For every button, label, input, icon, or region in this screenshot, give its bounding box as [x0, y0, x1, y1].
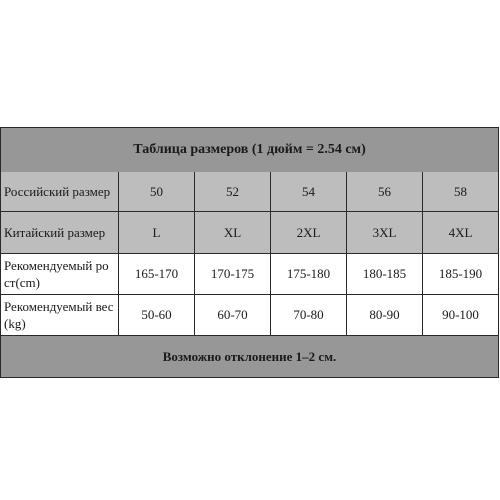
table-cell: 60-70 [195, 295, 271, 336]
table-cell: 54 [271, 172, 347, 212]
table-cell: 170-175 [195, 254, 271, 295]
table-footer-note: Возможно отклонение 1–2 см. [1, 336, 498, 377]
table-cell: XL [195, 212, 271, 254]
row-label-recommended-weight [1, 295, 119, 336]
table-cell: 175-180 [271, 254, 347, 295]
row-label-russian-size: Российский размер [1, 172, 119, 212]
table-cell: 165-170 [119, 254, 195, 295]
size-chart-table [0, 127, 499, 378]
table-title: Таблица размеров (1 дюйм = 2.54 см) [1, 128, 498, 173]
table-cell: 50-60 [119, 295, 195, 336]
table-cell: 70-80 [271, 295, 347, 336]
table-cell: 50 [119, 172, 195, 212]
row-label-recommended-height [1, 254, 119, 295]
size-grid [1, 172, 498, 336]
row-label-line: ст(cm) [4, 275, 40, 290]
row-label-chinese-size: Китайский размер [1, 212, 119, 254]
row-label-line: Рекомендуемый вес [4, 299, 114, 314]
table-cell: 185-190 [423, 254, 498, 295]
table-cell: 80-90 [347, 295, 423, 336]
row-label-line: Рекомендуемый ро [4, 258, 109, 273]
table-cell: 58 [423, 172, 498, 212]
table-cell: 180-185 [347, 254, 423, 295]
table-cell: 56 [347, 172, 423, 212]
table-cell: 52 [195, 172, 271, 212]
table-cell: 90-100 [423, 295, 498, 336]
table-cell: L [119, 212, 195, 254]
row-label-line: (kg) [4, 316, 26, 331]
table-cell: 2XL [271, 212, 347, 254]
table-cell: 3XL [347, 212, 423, 254]
table-cell: 4XL [423, 212, 498, 254]
